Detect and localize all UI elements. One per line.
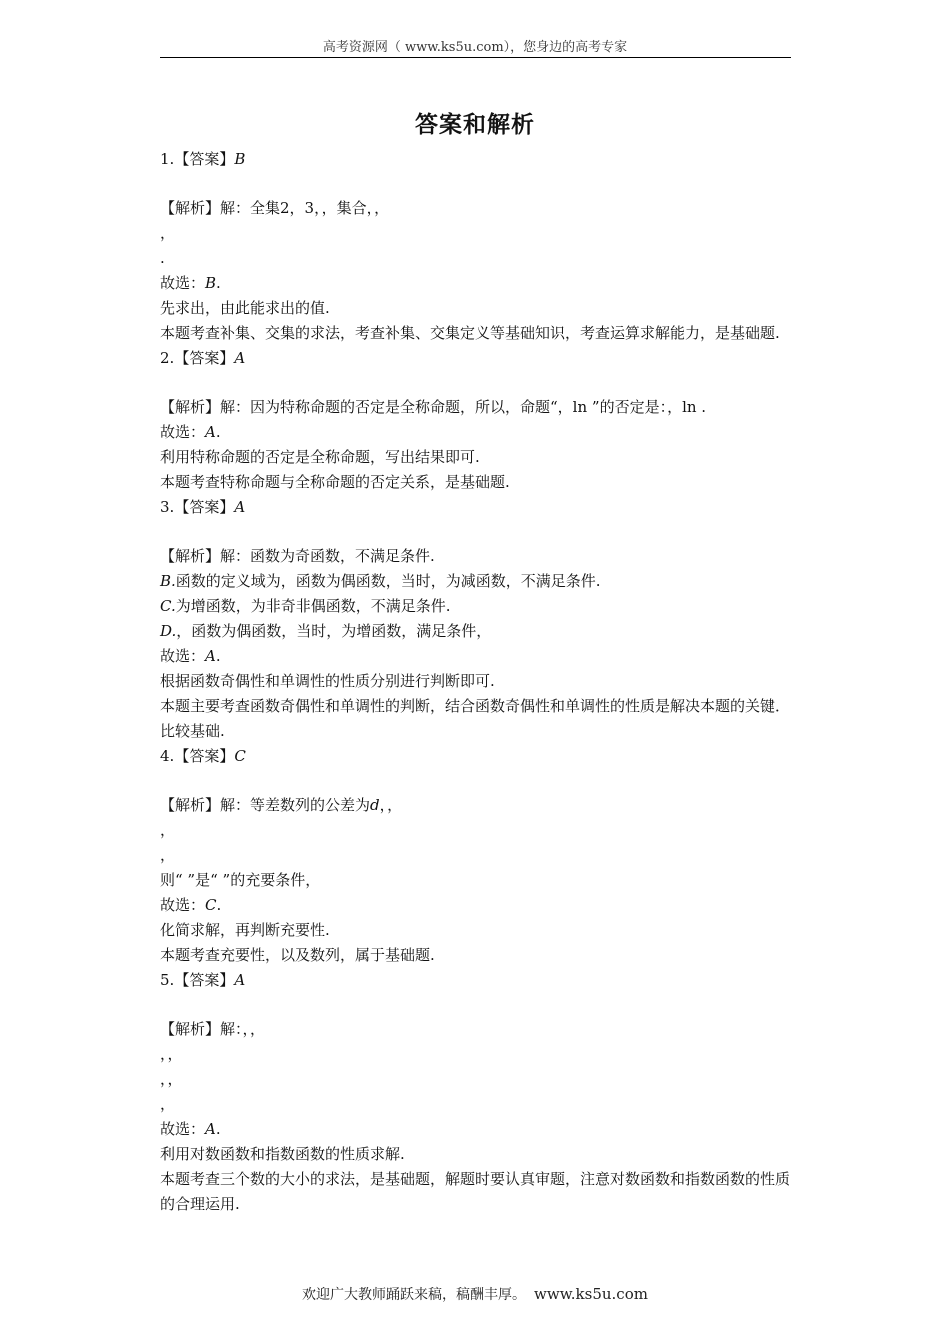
choice-letter: A [205,1120,216,1138]
choice-label: 故选： [160,647,206,665]
q3-analysis-line: 【解析】解：函数为奇函数，不满足条件. [160,547,435,565]
choice-label: 故选： [160,423,206,441]
choice-label: 故选： [160,274,206,292]
q4-answer-line [160,744,792,769]
q1-answer: B [234,150,246,168]
q1-comment-line: 本题考查补集、交集的求法，考查补集、交集定义等基础知识，考查运算求解能力，是基础题. [160,324,780,342]
q2-number: 2. [160,349,175,367]
q4-analysis-line [160,793,792,818]
q5-analysis-line: 【解析】解：，， [160,1020,266,1038]
option-b-text: 函数的定义域为，函数为偶函数，当时，为减函数，不满足条件. [175,572,601,590]
choice-letter: A [205,423,216,441]
q3-answer: A [234,498,246,516]
choice-period: . [215,1120,221,1138]
q5-number: 5. [160,971,175,989]
header-divider [160,57,791,58]
q2-method-line: 利用特称命题的否定是全称命题，写出结果即可. [160,448,480,466]
blank-line [160,520,792,544]
blank-line [160,993,792,1017]
q1-method-line: 先求出，由此能求出的值. [160,299,330,317]
q4-answer: C [234,747,246,765]
footer-text: 欢迎广大教师踊跃来稿，稿酬丰厚。 [302,1287,527,1303]
choice-label: 故选： [160,1120,206,1138]
q1-answer-line [160,147,792,172]
blank-line [160,371,792,395]
q4-number: 4. [160,747,175,765]
choice-label: 故选： [160,896,206,914]
q2-analysis-line: 【解析】解：因为特称命题的否定是全称命题，所以，命题“，ln ”的否定是：，ln . [160,398,707,416]
q4-formula-line: ， [160,846,176,864]
q4-method-line: 化简求解，再判断充要性. [160,921,330,939]
analysis-text: 【解析】解：等差数列的公差为 [160,796,371,814]
q3-answer-label: 【答案】 [174,498,235,516]
q3-method-line: 根据函数奇偶性和单调性的性质分别进行判断即可. [160,672,495,690]
q3-comment-line: 本题主要考查函数奇偶性和单调性的判断，结合函数奇偶性和单调性的性质是解决本题的关键．比较基础. [160,697,791,740]
q2-answer-label: 【答案】 [174,349,235,367]
choice-letter: A [205,647,216,665]
choice-period: . [216,896,222,914]
q3-answer-line [160,495,792,520]
q5-choice-line [160,1117,792,1142]
q1-choice-line [160,271,792,296]
choice-period: . [215,423,221,441]
choice-letter: C [205,896,217,914]
analysis-punct: ，， [379,796,403,814]
q1-answer-label: 【答案】 [174,150,235,168]
q4-choice-line [160,893,792,918]
q5-comment-line: 本题考查三个数的大小的求法，是基础题，解题时要认真审题，注意对数函数和指数函数的性质的合理运用. [160,1170,791,1213]
q4-answer-label: 【答案】 [174,747,235,765]
q2-answer-line [160,346,792,371]
q5-formula-line: ， [160,1095,176,1113]
q2-answer: A [234,349,246,367]
choice-letter: B [205,274,217,292]
q1-formula-line: . [160,249,165,267]
footer-url: www.ks5u.com [534,1285,648,1303]
variable-d: d [370,796,380,814]
q5-answer-label: 【答案】 [174,971,235,989]
q3-choice-line [160,644,792,669]
q1-formula-line: ， [160,224,176,242]
q3-option-b-line [160,569,792,594]
q4-conclusion-line: 则“ ”是“ ”的充要条件， [160,871,321,889]
q1-number: 1. [160,150,175,168]
q2-comment-line: 本题考查特称命题与全称命题的否定关系，是基础题. [160,473,510,491]
q1-analysis-line: 【解析】解：全集2，3，，集合，， [160,199,390,217]
q5-answer: A [234,971,246,989]
q5-formula-line: ，， [160,1045,183,1063]
option-d-label: D. [160,622,177,640]
blank-line [160,769,792,793]
answers-body [160,147,792,1217]
q2-choice-line [160,420,792,445]
page-title: 答案和解析 [415,111,535,138]
page-footer [0,1284,950,1304]
q5-method-line: 利用对数函数和指数函数的性质求解. [160,1145,405,1163]
q5-answer-line [160,968,792,993]
option-c-label: C. [160,597,176,615]
q5-formula-line: ，， [160,1070,183,1088]
choice-period: . [215,647,221,665]
q4-formula-line: ， [160,821,176,839]
page-header: 高考资源网（ www.ks5u.com），您身边的高考专家 [322,40,628,55]
choice-period: . [216,274,221,292]
option-d-text: ，函数为偶函数，当时，为增函数，满足条件， [176,622,492,640]
option-c-text: 为增函数，为非奇非偶函数，不满足条件. [175,597,451,615]
option-b-label: B. [160,572,176,590]
q3-option-d-line [160,619,792,644]
q4-comment-line: 本题考查充要性，以及数列，属于基础题. [160,946,435,964]
q3-option-c-line [160,594,792,619]
blank-line [160,172,792,196]
q3-number: 3. [160,498,175,516]
